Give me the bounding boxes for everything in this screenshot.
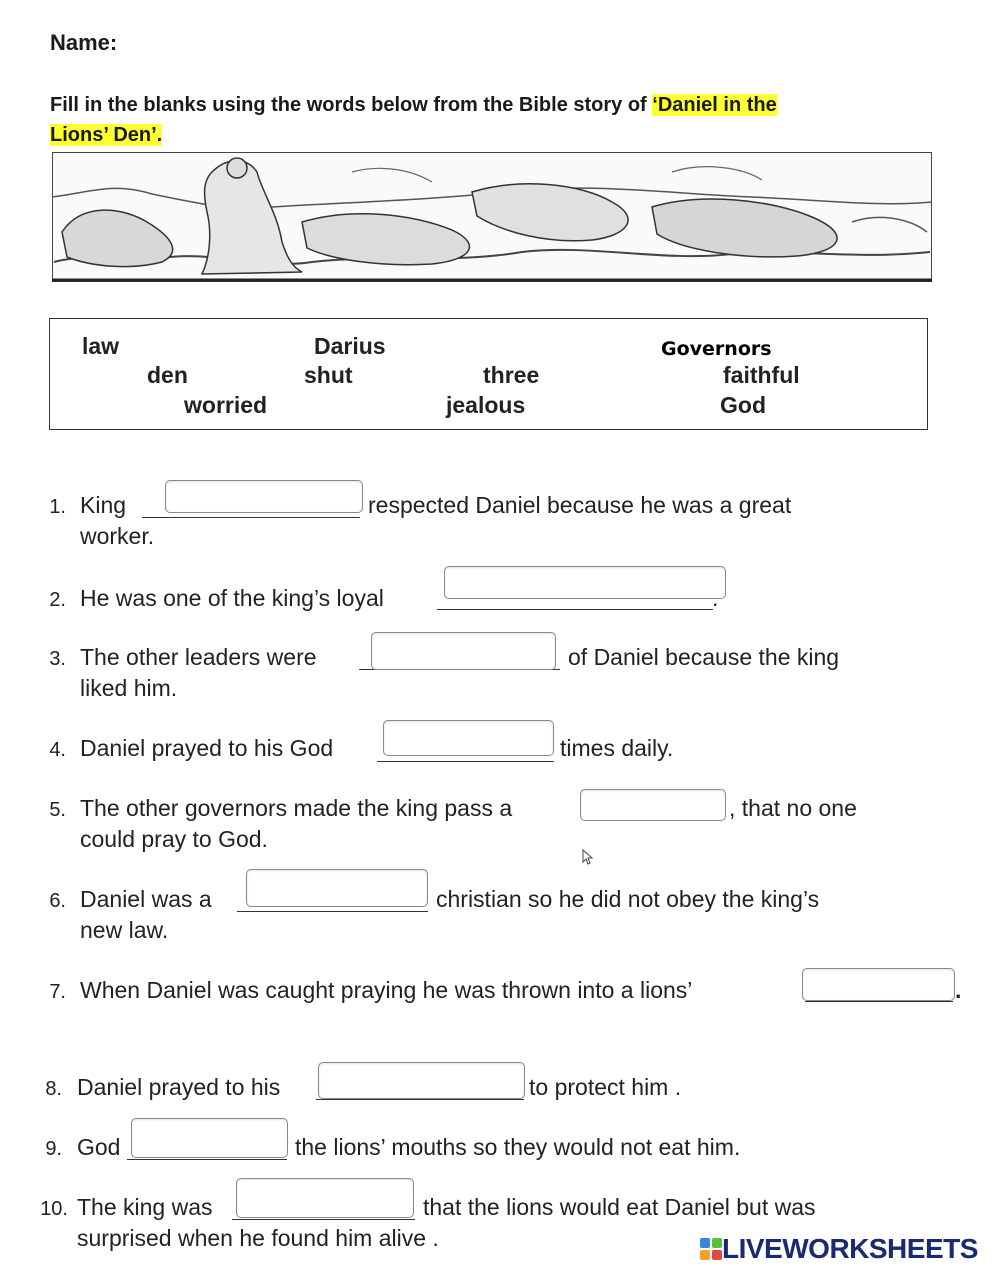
answer-9-input[interactable]: [131, 1118, 288, 1158]
answer-2-input[interactable]: [444, 566, 726, 599]
word-shut: shut: [304, 362, 353, 388]
word-bank: [49, 318, 928, 430]
question-4-number: 4.: [49, 739, 66, 761]
question-3-text-b: of Daniel because the king: [568, 644, 840, 670]
word-faithful: faithful: [723, 362, 800, 388]
answer-3-input[interactable]: [371, 632, 556, 670]
question-3-text-a: The other leaders were: [80, 644, 317, 670]
question-9-text-b: the lions’ mouths so they would not eat him.: [295, 1134, 741, 1160]
daniel-lions-illustration: [52, 152, 932, 282]
question-5-text-a: The other governors made the king pass a: [80, 795, 513, 821]
question-4-text-b: times daily.: [560, 735, 674, 761]
instructions: [50, 90, 890, 150]
question-6-number: 6.: [49, 890, 66, 912]
question-4-text-a: Daniel prayed to his God: [80, 735, 334, 761]
question-10-underline: [232, 1219, 415, 1220]
answer-4-input[interactable]: [383, 720, 554, 756]
word-worried: worried: [184, 392, 268, 418]
question-9-underline: [127, 1159, 287, 1160]
question-6-text-b: christian so he did not obey the king’s: [436, 886, 820, 912]
question-9-text-a: God: [77, 1134, 121, 1160]
question-2-underline: [437, 609, 713, 610]
word-jealous: jealous: [446, 392, 526, 418]
instructions-text: Fill in the blanks using the words below from the Bible story of: [50, 94, 653, 116]
question-8-number: 8.: [45, 1078, 62, 1100]
question-6-text-c: new law.: [80, 917, 169, 943]
word-governors: Governors: [661, 338, 772, 360]
liveworksheets-logo[interactable]: [700, 1232, 978, 1266]
question-2-number: 2.: [49, 589, 66, 611]
mouse-cursor-icon: [582, 849, 594, 865]
question-10-number: 10.: [40, 1198, 68, 1220]
answer-7-input[interactable]: [802, 968, 955, 1001]
answer-8-input[interactable]: [318, 1062, 525, 1099]
question-3-text-c: liked him.: [80, 675, 178, 701]
question-10-text-a: The king was: [77, 1194, 213, 1220]
question-3-number: 3.: [49, 648, 66, 670]
question-6-underline: [237, 911, 428, 912]
name-label: Name:: [50, 30, 118, 55]
word-darius: Darius: [314, 333, 386, 359]
question-1-text-b: respected Daniel because he was a great: [368, 492, 792, 518]
question-7-number: 7.: [49, 981, 66, 1003]
word-den: den: [147, 362, 188, 388]
liveworksheets-logo-text: LIVEWORKSHEETS: [722, 1233, 978, 1264]
question-1-number: 1.: [49, 496, 66, 518]
answer-6-input[interactable]: [246, 869, 428, 907]
question-1-underline: [142, 517, 360, 518]
question-8-text-a: Daniel prayed to his: [77, 1074, 281, 1100]
question-10-text-b: that the lions would eat Daniel but was: [423, 1194, 816, 1220]
question-8-text-b: to protect him .: [529, 1074, 682, 1100]
story-title-highlight-2: Lions’ Den’.: [50, 124, 163, 146]
question-6-text-a: Daniel was a: [80, 886, 212, 912]
question-5-text-c: could pray to God.: [80, 826, 268, 852]
answer-5-input[interactable]: [580, 789, 726, 821]
question-8-underline: [316, 1099, 524, 1100]
question-2-text-b: .: [712, 585, 719, 611]
question-7-text-b: .: [955, 977, 962, 1003]
question-1-text-a: King: [80, 492, 127, 518]
question-1-text-c: worker.: [80, 523, 155, 549]
liveworksheets-logo-icon: [700, 1238, 722, 1260]
question-7-underline: [805, 1001, 953, 1002]
word-law: law: [82, 333, 120, 359]
question-9-number: 9.: [45, 1138, 62, 1160]
question-4-underline: [377, 761, 554, 762]
question-7-text-a: When Daniel was caught praying he was thrown into a lions’: [80, 977, 693, 1003]
question-5-text-b: , that no one: [729, 795, 857, 821]
word-three: three: [483, 362, 540, 388]
question-5-number: 5.: [49, 799, 66, 821]
story-title-highlight-1: ‘Daniel in the: [652, 94, 777, 116]
answer-1-input[interactable]: [165, 480, 363, 513]
question-10-text-c: surprised when he found him alive .: [77, 1225, 439, 1251]
question-2-text-a: He was one of the king’s loyal: [80, 585, 384, 611]
answer-10-input[interactable]: [236, 1178, 414, 1218]
word-god: God: [720, 392, 766, 418]
